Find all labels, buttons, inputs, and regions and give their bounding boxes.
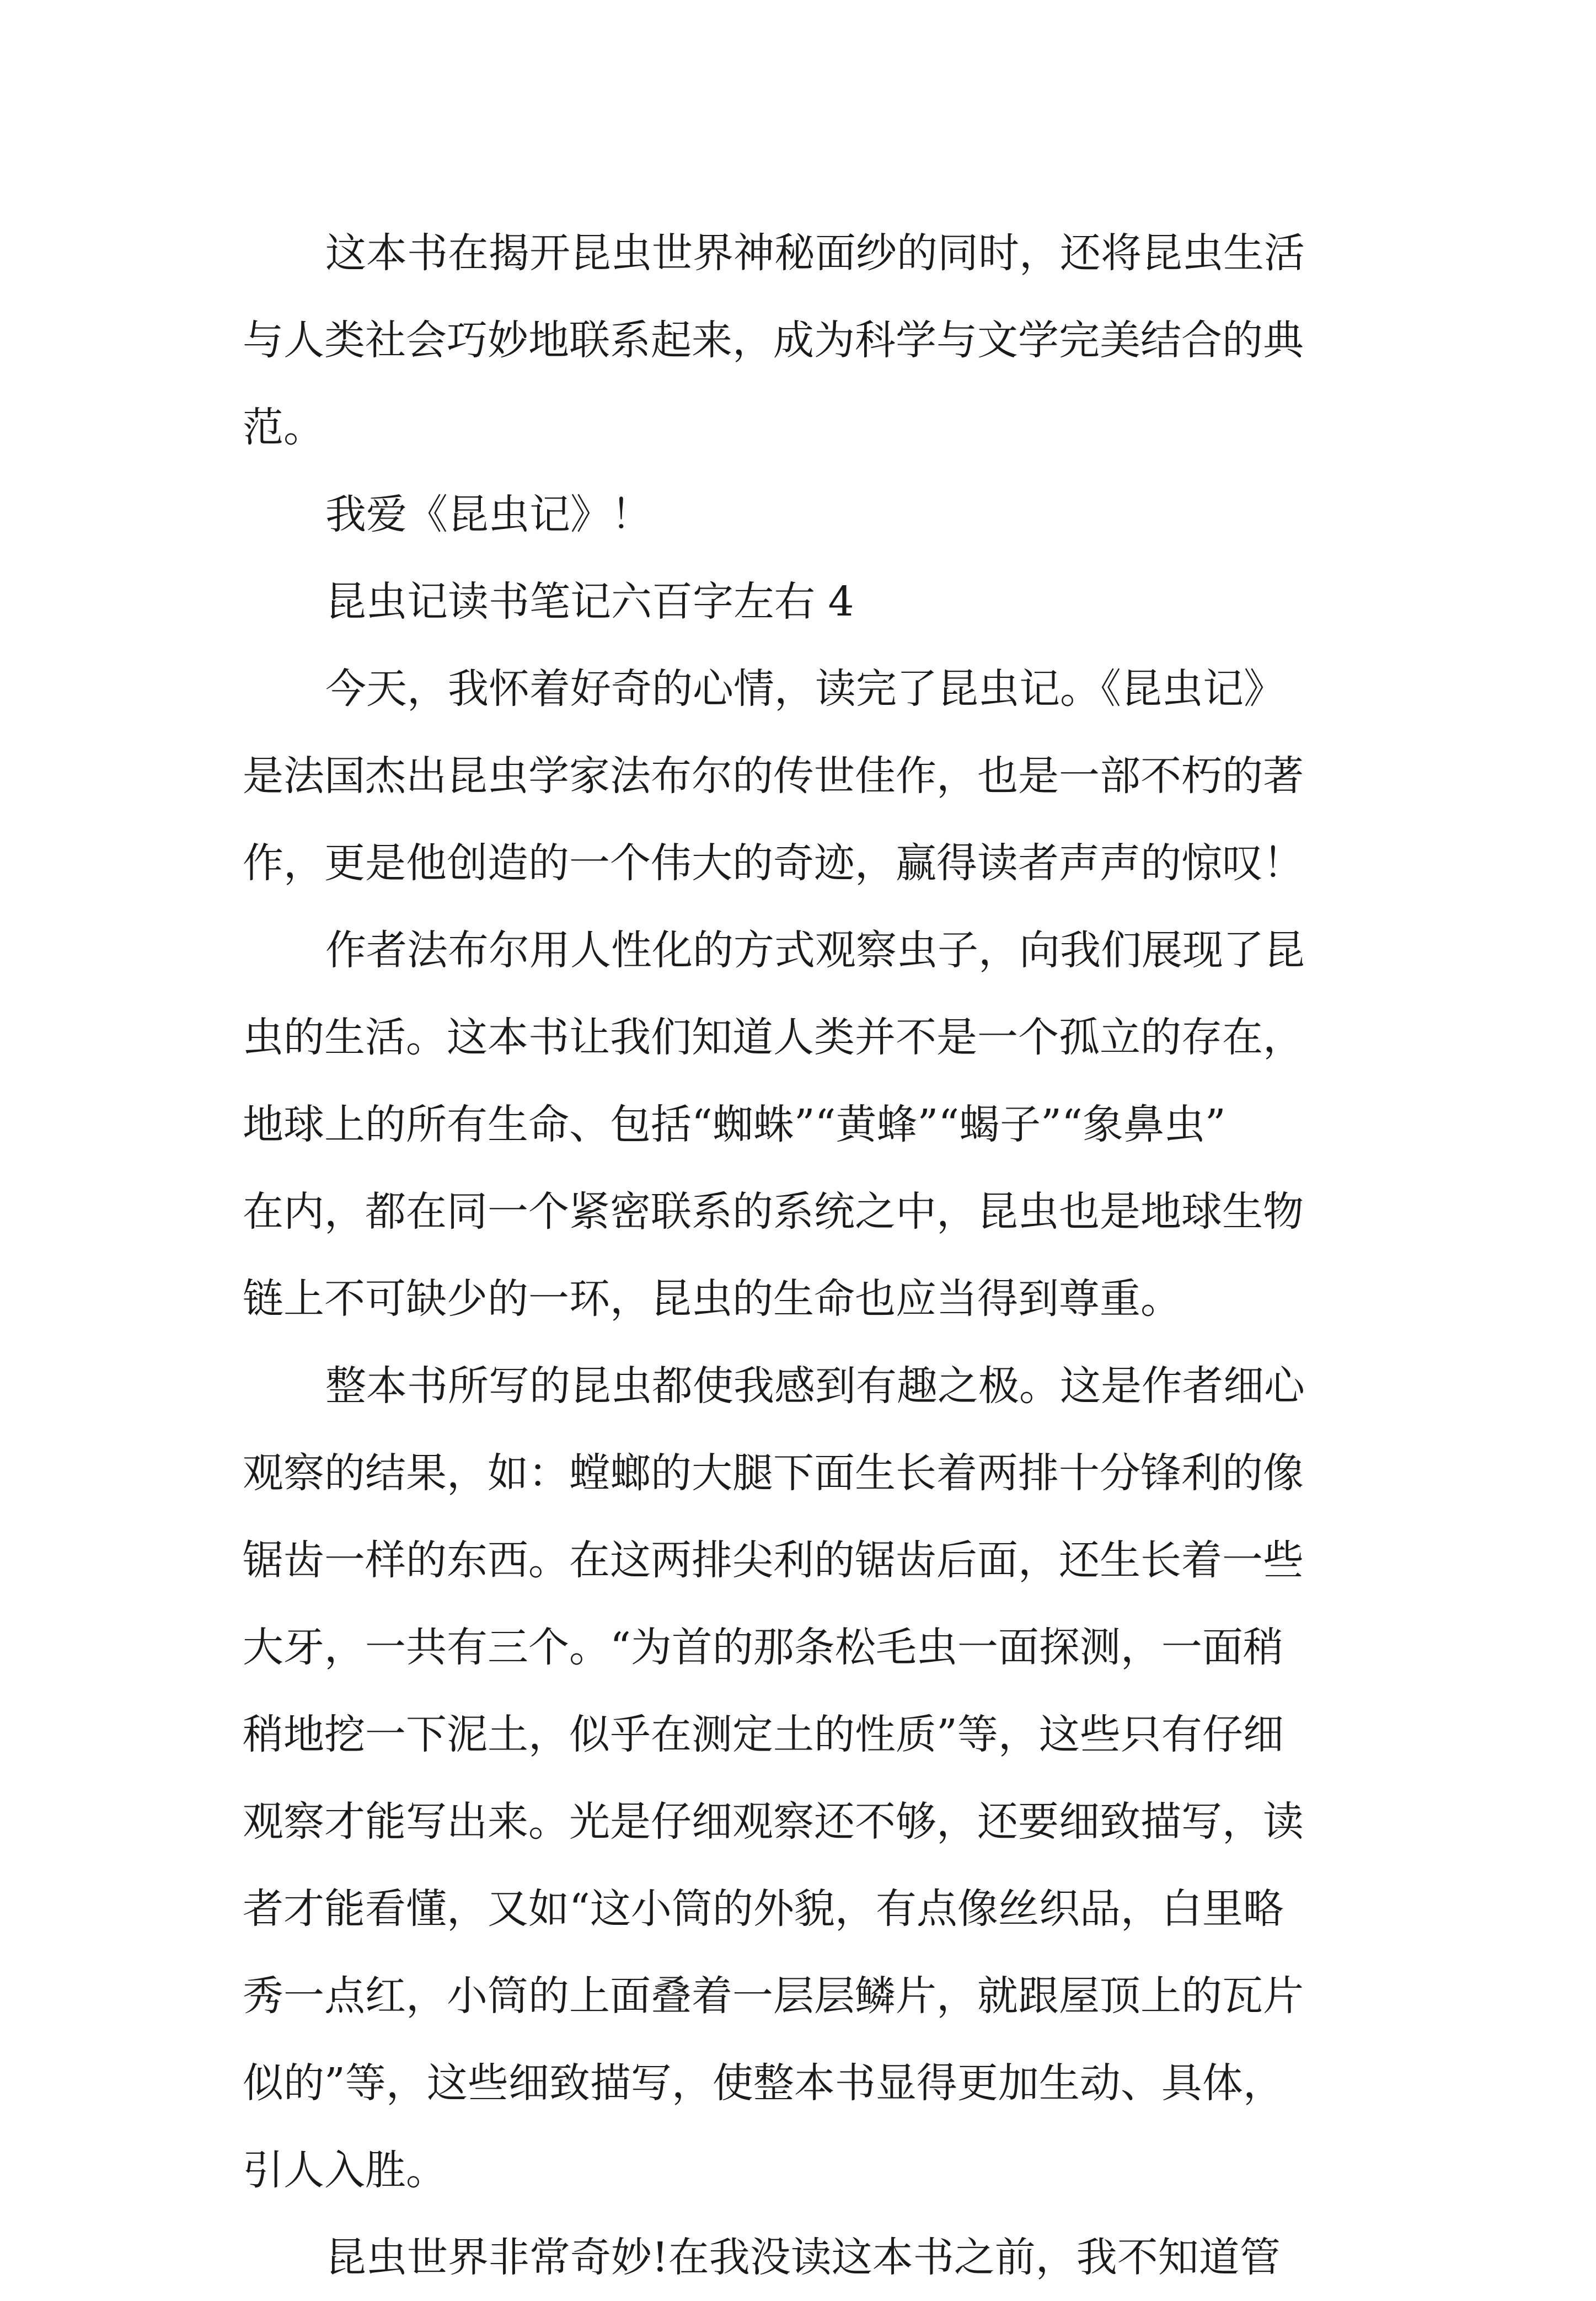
paragraph-line: 与人类社会巧妙地联系起来，成为科学与文学完美结合的典 (243, 317, 1304, 364)
paragraph-line: 似的”等，这些细致描写，使整本书显得更加生动、具体， (243, 2059, 1284, 2107)
paragraph-line: 者才能看懂，又如“这小筒的外貌，有点像丝织品，白里略 (243, 1885, 1284, 1933)
paragraph-line: 链上不可缺少的一环，昆虫的生命也应当得到尊重。 (243, 1275, 1181, 1323)
paragraph-line: 地球上的所有生命、包括“蜘蛛”“黄蜂”“蝎子”“象鼻虫” (243, 1101, 1226, 1148)
paragraph-line: 我爱《昆虫记》！ (325, 491, 652, 538)
document-body (243, 210, 1357, 2301)
paragraph-line: 范。 (243, 404, 324, 451)
paragraph-line: 大牙，一共有三个。“为首的那条松毛虫一面探测，一面稍 (243, 1624, 1284, 1671)
paragraph-line: 在内，都在同一个紧密联系的系统之中，昆虫也是地球生物 (243, 1188, 1304, 1235)
paragraph-line: 是法国杰出昆虫学家法布尔的传世佳作，也是一部不朽的著 (243, 752, 1304, 800)
paragraph-line: 今天，我怀着好奇的心情，读完了昆虫记。《昆虫记》 (325, 665, 1284, 713)
paragraph-line: 作者法布尔用人性化的方式观察虫子，向我们展现了昆 (325, 927, 1305, 974)
paragraph-line: 昆虫世界非常奇妙!在我没读这本书之前，我不知道管 (325, 2234, 1281, 2281)
paragraph-line: 秀一点红，小筒的上面叠着一层层鳞片，就跟屋顶上的瓦片 (243, 1972, 1304, 2020)
section-heading: 昆虫记读书笔记六百字左右 4 (325, 578, 854, 625)
paragraph-line: 虫的生活。这本书让我们知道人类并不是一个孤立的存在， (243, 1014, 1304, 1061)
paragraph-line: 观察才能写出来。光是仔细观察还不够，还要细致描写，读 (243, 1798, 1304, 1845)
paragraph-line: 稍地挖一下泥土，似乎在测定土的性质”等，这些只有仔细 (243, 1711, 1284, 1758)
paragraph-line: 整本书所写的昆虫都使我感到有趣之极。这是作者细心 (325, 1362, 1305, 1410)
paragraph-line: 作，更是他创造的一个伟大的奇迹，赢得读者声声的惊叹！ (243, 839, 1304, 887)
paragraph-line: 这本书在揭开昆虫世界神秘面纱的同时，还将昆虫生活 (325, 229, 1305, 277)
paragraph-line: 观察的结果，如：螳螂的大腿下面生长着两排十分锋利的像 (243, 1449, 1304, 1497)
paragraph-line: 锯齿一样的东西。在这两排尖利的锯齿后面，还生长着一些 (243, 1537, 1304, 1584)
paragraph-line: 引人入胜。 (243, 2147, 447, 2194)
